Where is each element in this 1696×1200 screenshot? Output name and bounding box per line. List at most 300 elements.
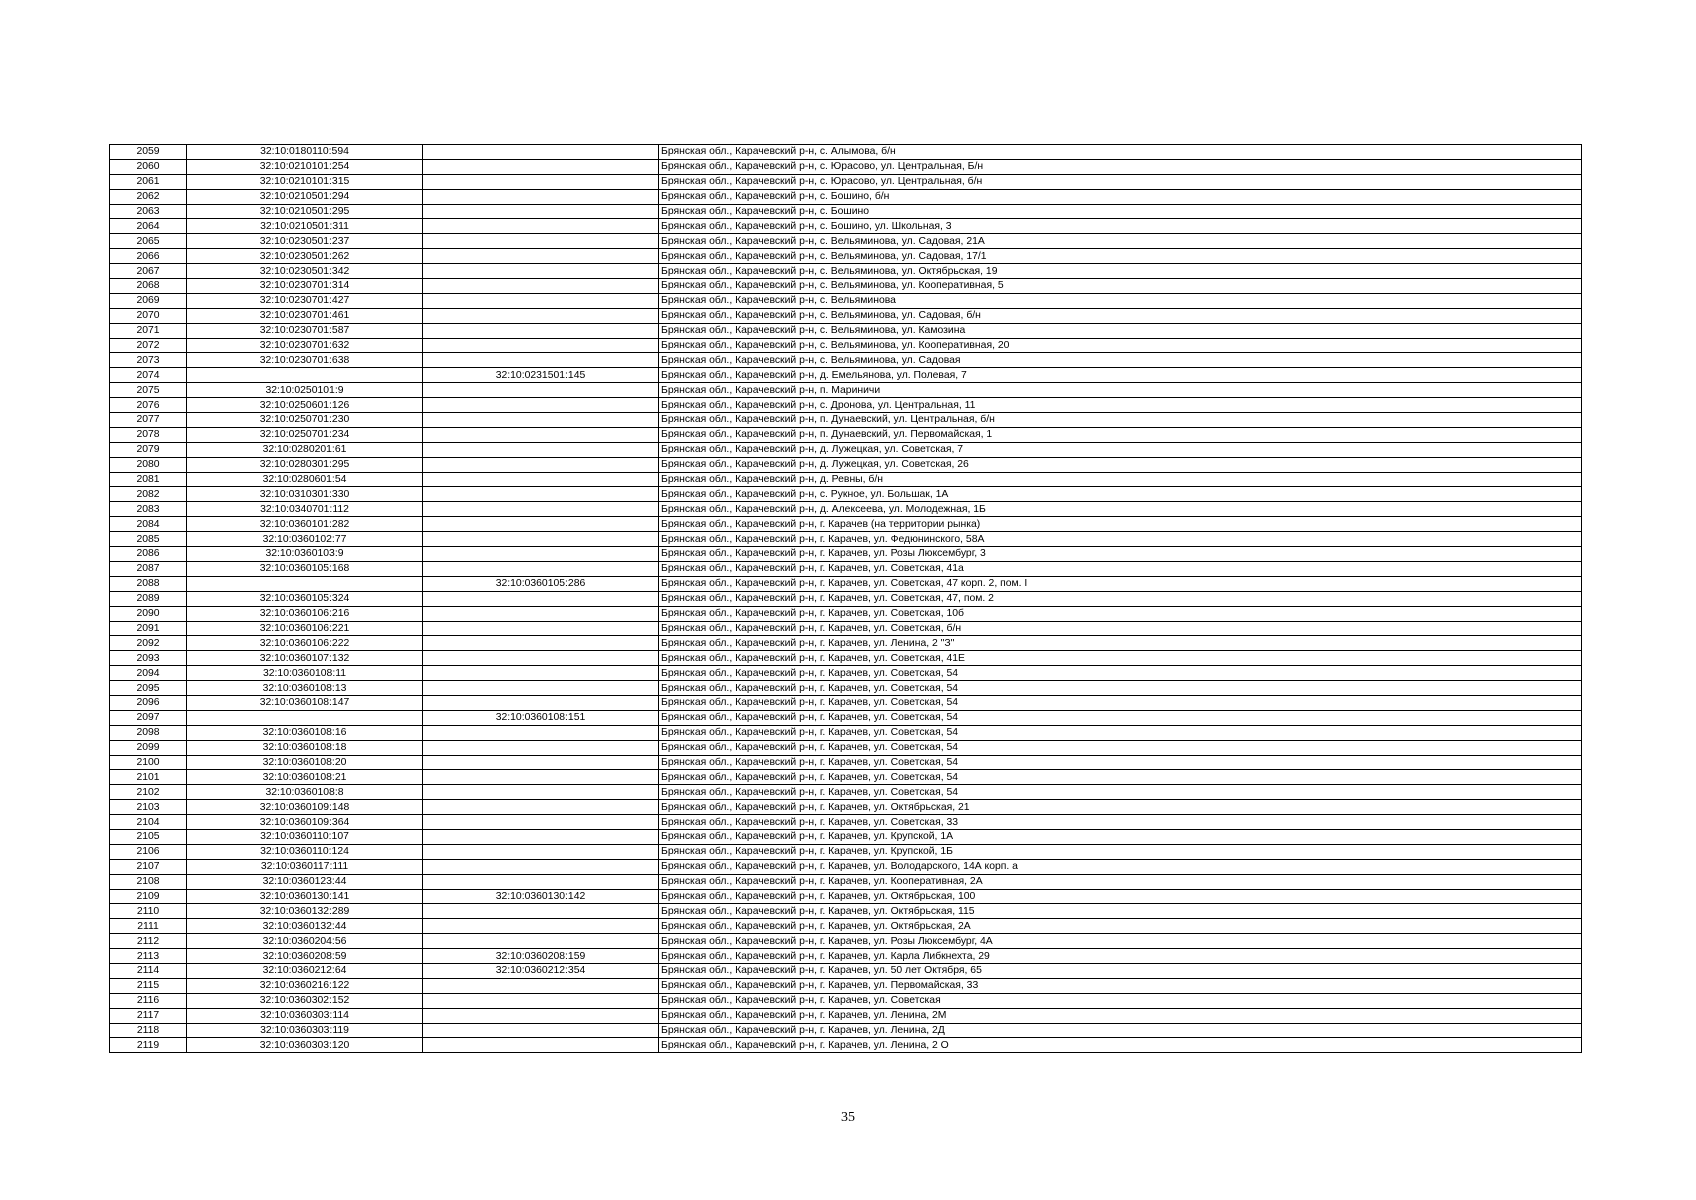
address-cell: Брянская обл., Карачевский р-н, г. Карачев, ул. Советская, 54 — [659, 770, 1582, 785]
table-row — [110, 353, 1582, 368]
address-cell: Брянская обл., Карачевский р-н, д. Емельянова, ул. Полевая, 7 — [659, 368, 1582, 383]
row-number-cell: 2110 — [110, 904, 187, 919]
row-number-cell: 2074 — [110, 368, 187, 383]
address-cell: Брянская обл., Карачевский р-н, с. Бошино, ул. Школьная, 3 — [659, 219, 1582, 234]
table-row — [110, 189, 1582, 204]
row-number-cell: 2092 — [110, 636, 187, 651]
row-number-cell: 2073 — [110, 353, 187, 368]
row-number-cell: 2059 — [110, 145, 187, 160]
row-number-cell: 2071 — [110, 323, 187, 338]
linked-cadastral-number-cell: 32:10:0360208:159 — [423, 949, 659, 964]
linked-cadastral-number-cell — [423, 919, 659, 934]
address-cell: Брянская обл., Карачевский р-н, г. Карачев, ул. Первомайская, 33 — [659, 978, 1582, 993]
address-cell: Брянская обл., Карачевский р-н, г. Карачев, ул. Октябрьская, 115 — [659, 904, 1582, 919]
linked-cadastral-number-cell — [423, 770, 659, 785]
table-row — [110, 949, 1582, 964]
table-row — [110, 547, 1582, 562]
address-cell: Брянская обл., Карачевский р-н, с. Дронова, ул. Центральная, 11 — [659, 398, 1582, 413]
row-number-cell: 2115 — [110, 978, 187, 993]
cadastral-number-cell: 32:10:0360108:20 — [187, 755, 423, 770]
linked-cadastral-number-cell — [423, 487, 659, 502]
cadastral-number-cell: 32:10:0230701:638 — [187, 353, 423, 368]
address-cell: Брянская обл., Карачевский р-н, с. Вельяминова, ул. Садовая, 21А — [659, 234, 1582, 249]
linked-cadastral-number-cell: 32:10:0231501:145 — [423, 368, 659, 383]
linked-cadastral-number-cell — [423, 606, 659, 621]
row-number-cell: 2104 — [110, 815, 187, 830]
linked-cadastral-number-cell — [423, 219, 659, 234]
cadastral-number-cell: 32:10:0360132:289 — [187, 904, 423, 919]
row-number-cell: 2091 — [110, 621, 187, 636]
table-row — [110, 204, 1582, 219]
table-row — [110, 844, 1582, 859]
address-cell: Брянская обл., Карачевский р-н, с. Вельяминова — [659, 293, 1582, 308]
cadastral-number-cell: 32:10:0230501:262 — [187, 249, 423, 264]
cadastral-number-cell: 32:10:0250101:9 — [187, 383, 423, 398]
row-number-cell: 2083 — [110, 502, 187, 517]
table-row — [110, 413, 1582, 428]
row-number-cell: 2080 — [110, 457, 187, 472]
address-cell: Брянская обл., Карачевский р-н, г. Карачев, ул. Ленина, 2М — [659, 1008, 1582, 1023]
linked-cadastral-number-cell — [423, 338, 659, 353]
row-number-cell: 2100 — [110, 755, 187, 770]
table-row — [110, 442, 1582, 457]
row-number-cell: 2097 — [110, 710, 187, 725]
table-row — [110, 978, 1582, 993]
cadastral-number-cell: 32:10:0360110:107 — [187, 829, 423, 844]
cadastral-number-cell: 32:10:0360108:18 — [187, 740, 423, 755]
address-cell: Брянская обл., Карачевский р-н, г. Карачев, ул. Советская, 54 — [659, 710, 1582, 725]
table-row — [110, 919, 1582, 934]
table-row — [110, 532, 1582, 547]
row-number-cell: 2067 — [110, 264, 187, 279]
linked-cadastral-number-cell — [423, 353, 659, 368]
address-cell: Брянская обл., Карачевский р-н, г. Карачев, ул. Ленина, 2 "З" — [659, 636, 1582, 651]
address-cell: Брянская обл., Карачевский р-н, г. Карачев, ул. Октябрьская, 21 — [659, 800, 1582, 815]
row-number-cell: 2090 — [110, 606, 187, 621]
cadastral-number-cell: 32:10:0360106:222 — [187, 636, 423, 651]
row-number-cell: 2066 — [110, 249, 187, 264]
cadastral-number-cell: 32:10:0360106:221 — [187, 621, 423, 636]
row-number-cell: 2106 — [110, 844, 187, 859]
cadastral-number-cell: 32:10:0250701:230 — [187, 413, 423, 428]
cadastral-number-cell: 32:10:0210501:311 — [187, 219, 423, 234]
linked-cadastral-number-cell — [423, 651, 659, 666]
cadastral-number-cell: 32:10:0360204:56 — [187, 934, 423, 949]
address-cell: Брянская обл., Карачевский р-н, г. Карачев, ул. Советская — [659, 993, 1582, 1008]
address-cell: Брянская обл., Карачевский р-н, с. Рукное, ул. Большак, 1А — [659, 487, 1582, 502]
cadastral-number-cell: 32:10:0280301:295 — [187, 457, 423, 472]
address-cell: Брянская обл., Карачевский р-н, г. Карачев, ул. Советская, 41Е — [659, 651, 1582, 666]
address-cell: Брянская обл., Карачевский р-н, д. Лужецкая, ул. Советская, 7 — [659, 442, 1582, 457]
row-number-cell: 2078 — [110, 427, 187, 442]
cadastral-number-cell: 32:10:0360106:216 — [187, 606, 423, 621]
address-cell: Брянская обл., Карачевский р-н, с. Юрасово, ул. Центральная, б/н — [659, 174, 1582, 189]
cadastral-number-cell: 32:10:0230701:314 — [187, 279, 423, 294]
table-row — [110, 740, 1582, 755]
table-row — [110, 427, 1582, 442]
linked-cadastral-number-cell — [423, 532, 659, 547]
linked-cadastral-number-cell — [423, 591, 659, 606]
table-row — [110, 681, 1582, 696]
table-row — [110, 934, 1582, 949]
cadastral-number-cell: 32:10:0360108:16 — [187, 725, 423, 740]
address-cell: Брянская обл., Карачевский р-н, с. Вельяминова, ул. Кооперативная, 20 — [659, 338, 1582, 353]
linked-cadastral-number-cell — [423, 264, 659, 279]
cadastral-number-cell: 32:10:0360108:21 — [187, 770, 423, 785]
linked-cadastral-number-cell — [423, 442, 659, 457]
linked-cadastral-number-cell: 32:10:0360212:354 — [423, 963, 659, 978]
table-row — [110, 636, 1582, 651]
linked-cadastral-number-cell — [423, 740, 659, 755]
linked-cadastral-number-cell — [423, 323, 659, 338]
linked-cadastral-number-cell — [423, 815, 659, 830]
table-row — [110, 859, 1582, 874]
table-row — [110, 517, 1582, 532]
row-number-cell: 2094 — [110, 666, 187, 681]
cadastral-number-cell — [187, 368, 423, 383]
cadastral-number-cell: 32:10:0360108:8 — [187, 785, 423, 800]
table-row — [110, 770, 1582, 785]
linked-cadastral-number-cell — [423, 413, 659, 428]
table-row — [110, 874, 1582, 889]
address-cell: Брянская обл., Карачевский р-н, г. Карачев, ул. Ленина, 2 О — [659, 1038, 1582, 1053]
address-cell: Брянская обл., Карачевский р-н, п. Мариничи — [659, 383, 1582, 398]
table-row — [110, 293, 1582, 308]
address-cell: Брянская обл., Карачевский р-н, г. Карачев, ул. Федюнинского, 58А — [659, 532, 1582, 547]
cadastral-number-cell: 32:10:0360303:119 — [187, 1023, 423, 1038]
linked-cadastral-number-cell — [423, 666, 659, 681]
linked-cadastral-number-cell — [423, 636, 659, 651]
row-number-cell: 2082 — [110, 487, 187, 502]
table-row — [110, 889, 1582, 904]
table-row — [110, 963, 1582, 978]
row-number-cell: 2108 — [110, 874, 187, 889]
linked-cadastral-number-cell — [423, 621, 659, 636]
table-row — [110, 323, 1582, 338]
table-row — [110, 249, 1582, 264]
address-cell: Брянская обл., Карачевский р-н, с. Бошино — [659, 204, 1582, 219]
cadastral-number-cell: 32:10:0250601:126 — [187, 398, 423, 413]
address-cell: Брянская обл., Карачевский р-н, г. Карачев, ул. Советская, 10б — [659, 606, 1582, 621]
table-row — [110, 621, 1582, 636]
linked-cadastral-number-cell — [423, 785, 659, 800]
address-cell: Брянская обл., Карачевский р-н, с. Вельяминова, ул. Камозина — [659, 323, 1582, 338]
address-cell: Брянская обл., Карачевский р-н, г. Карачев, ул. Карла Либкнехта, 29 — [659, 949, 1582, 964]
cadastral-number-cell: 32:10:0360212:64 — [187, 963, 423, 978]
page-number: 35 — [841, 1110, 855, 1125]
cadastral-number-cell: 32:10:0360108:11 — [187, 666, 423, 681]
cadastral-number-cell: 32:10:0280601:54 — [187, 472, 423, 487]
linked-cadastral-number-cell — [423, 279, 659, 294]
row-number-cell: 2098 — [110, 725, 187, 740]
linked-cadastral-number-cell — [423, 934, 659, 949]
table-row — [110, 755, 1582, 770]
row-number-cell: 2065 — [110, 234, 187, 249]
cadastral-number-cell: 32:10:0360110:124 — [187, 844, 423, 859]
row-number-cell: 2103 — [110, 800, 187, 815]
cadastral-number-cell: 32:10:0360101:282 — [187, 517, 423, 532]
linked-cadastral-number-cell — [423, 755, 659, 770]
address-cell: Брянская обл., Карачевский р-н, г. Карачев, ул. Советская, 54 — [659, 681, 1582, 696]
address-cell: Брянская обл., Карачевский р-н, г. Карачев, ул. Кооперативная, 2А — [659, 874, 1582, 889]
row-number-cell: 2116 — [110, 993, 187, 1008]
row-number-cell: 2113 — [110, 949, 187, 964]
row-number-cell: 2081 — [110, 472, 187, 487]
cadastral-number-cell: 32:10:0360303:114 — [187, 1008, 423, 1023]
address-cell: Брянская обл., Карачевский р-н, г. Карачев, ул. Советская, 54 — [659, 740, 1582, 755]
linked-cadastral-number-cell: 32:10:0360108:151 — [423, 710, 659, 725]
table-row — [110, 234, 1582, 249]
registry-table-body — [110, 145, 1582, 1053]
linked-cadastral-number-cell — [423, 204, 659, 219]
table-row — [110, 695, 1582, 710]
address-cell: Брянская обл., Карачевский р-н, с. Вельяминова, ул. Кооперативная, 5 — [659, 279, 1582, 294]
cadastral-number-cell: 32:10:0210501:295 — [187, 204, 423, 219]
cadastral-number-cell: 32:10:0230501:237 — [187, 234, 423, 249]
address-cell: Брянская обл., Карачевский р-н, г. Карачев, ул. Октябрьская, 100 — [659, 889, 1582, 904]
row-number-cell: 2093 — [110, 651, 187, 666]
address-cell: Брянская обл., Карачевский р-н, г. Карачев, ул. Советская, б/н — [659, 621, 1582, 636]
linked-cadastral-number-cell — [423, 561, 659, 576]
address-cell: Брянская обл., Карачевский р-н, с. Вельяминова, ул. Октябрьская, 19 — [659, 264, 1582, 279]
address-cell: Брянская обл., Карачевский р-н, г. Карачев, ул. Крупской, 1А — [659, 829, 1582, 844]
cadastral-number-cell: 32:10:0360302:152 — [187, 993, 423, 1008]
address-cell: Брянская обл., Карачевский р-н, д. Алексеева, ул. Молодежная, 1Б — [659, 502, 1582, 517]
cadastral-number-cell: 32:10:0360109:364 — [187, 815, 423, 830]
address-cell: Брянская обл., Карачевский р-н, с. Вельяминова, ул. Садовая, б/н — [659, 308, 1582, 323]
row-number-cell: 2086 — [110, 547, 187, 562]
linked-cadastral-number-cell — [423, 844, 659, 859]
table-row — [110, 815, 1582, 830]
cadastral-number-cell: 32:10:0360130:141 — [187, 889, 423, 904]
address-cell: Брянская обл., Карачевский р-н, с. Алымова, б/н — [659, 145, 1582, 160]
cadastral-number-cell: 32:10:0360208:59 — [187, 949, 423, 964]
address-cell: Брянская обл., Карачевский р-н, г. Карачев, ул. Советская, 33 — [659, 815, 1582, 830]
address-cell: Брянская обл., Карачевский р-н, д. Ревны, б/н — [659, 472, 1582, 487]
address-cell: Брянская обл., Карачевский р-н, г. Карачев, ул. Советская, 54 — [659, 666, 1582, 681]
linked-cadastral-number-cell — [423, 978, 659, 993]
address-cell: Брянская обл., Карачевский р-н, г. Карачев, ул. Советская, 54 — [659, 695, 1582, 710]
cadastral-number-cell: 32:10:0210501:294 — [187, 189, 423, 204]
row-number-cell: 2070 — [110, 308, 187, 323]
linked-cadastral-number-cell — [423, 249, 659, 264]
table-row — [110, 651, 1582, 666]
cadastral-number-cell: 32:10:0230701:587 — [187, 323, 423, 338]
cadastral-number-cell: 32:10:0360108:147 — [187, 695, 423, 710]
address-cell: Брянская обл., Карачевский р-н, г. Карачев, ул. Советская, 47 корп. 2, пом. I — [659, 576, 1582, 591]
address-cell: Брянская обл., Карачевский р-н, г. Карачев, ул. Крупской, 1Б — [659, 844, 1582, 859]
table-row — [110, 666, 1582, 681]
row-number-cell: 2069 — [110, 293, 187, 308]
row-number-cell: 2118 — [110, 1023, 187, 1038]
cadastral-number-cell: 32:10:0360303:120 — [187, 1038, 423, 1053]
cadastral-number-cell: 32:10:0360109:148 — [187, 800, 423, 815]
cadastral-number-cell: 32:10:0360108:13 — [187, 681, 423, 696]
row-number-cell: 2085 — [110, 532, 187, 547]
cadastral-number-cell: 32:10:0360107:132 — [187, 651, 423, 666]
cadastral-number-cell: 32:10:0230701:461 — [187, 308, 423, 323]
linked-cadastral-number-cell — [423, 502, 659, 517]
cadastral-number-cell: 32:10:0230701:632 — [187, 338, 423, 353]
address-cell: Брянская обл., Карачевский р-н, г. Карачев, ул. Розы Люксембург, 3 — [659, 547, 1582, 562]
table-row — [110, 457, 1582, 472]
cadastral-number-cell — [187, 576, 423, 591]
row-number-cell: 2060 — [110, 159, 187, 174]
linked-cadastral-number-cell: 32:10:0360105:286 — [423, 576, 659, 591]
table-row — [110, 338, 1582, 353]
linked-cadastral-number-cell — [423, 1038, 659, 1053]
table-row — [110, 1038, 1582, 1053]
address-cell: Брянская обл., Карачевский р-н, г. Карачев (на территории рынка) — [659, 517, 1582, 532]
address-cell: Брянская обл., Карачевский р-н, г. Карачев, ул. 50 лет Октября, 65 — [659, 963, 1582, 978]
linked-cadastral-number-cell — [423, 993, 659, 1008]
table-row — [110, 279, 1582, 294]
row-number-cell: 2068 — [110, 279, 187, 294]
address-cell: Брянская обл., Карачевский р-н, п. Дунаевский, ул. Первомайская, 1 — [659, 427, 1582, 442]
linked-cadastral-number-cell — [423, 308, 659, 323]
address-cell: Брянская обл., Карачевский р-н, д. Лужецкая, ул. Советская, 26 — [659, 457, 1582, 472]
linked-cadastral-number-cell — [423, 457, 659, 472]
linked-cadastral-number-cell — [423, 159, 659, 174]
row-number-cell: 2062 — [110, 189, 187, 204]
table-row — [110, 145, 1582, 160]
table-row — [110, 904, 1582, 919]
linked-cadastral-number-cell — [423, 517, 659, 532]
cadastral-number-cell: 32:10:0230501:342 — [187, 264, 423, 279]
address-cell: Брянская обл., Карачевский р-н, г. Карачев, ул. Советская, 54 — [659, 785, 1582, 800]
cadastral-number-cell: 32:10:0360105:324 — [187, 591, 423, 606]
row-number-cell: 2099 — [110, 740, 187, 755]
cadastral-number-cell: 32:10:0360103:9 — [187, 547, 423, 562]
cadastral-number-cell: 32:10:0180110:594 — [187, 145, 423, 160]
linked-cadastral-number-cell: 32:10:0360130:142 — [423, 889, 659, 904]
cadastral-number-cell — [187, 710, 423, 725]
linked-cadastral-number-cell — [423, 145, 659, 160]
row-number-cell: 2119 — [110, 1038, 187, 1053]
row-number-cell: 2063 — [110, 204, 187, 219]
table-row — [110, 502, 1582, 517]
row-number-cell: 2079 — [110, 442, 187, 457]
row-number-cell: 2112 — [110, 934, 187, 949]
cadastral-number-cell: 32:10:0230701:427 — [187, 293, 423, 308]
linked-cadastral-number-cell — [423, 472, 659, 487]
cadastral-number-cell: 32:10:0250701:234 — [187, 427, 423, 442]
table-row — [110, 576, 1582, 591]
cadastral-number-cell: 32:10:0210101:254 — [187, 159, 423, 174]
row-number-cell: 2114 — [110, 963, 187, 978]
table-row — [110, 725, 1582, 740]
linked-cadastral-number-cell — [423, 189, 659, 204]
table-row — [110, 264, 1582, 279]
address-cell: Брянская обл., Карачевский р-н, г. Карачев, ул. Советская, 54 — [659, 725, 1582, 740]
row-number-cell: 2077 — [110, 413, 187, 428]
linked-cadastral-number-cell — [423, 904, 659, 919]
address-cell: Брянская обл., Карачевский р-н, с. Вельяминова, ул. Садовая, 17/1 — [659, 249, 1582, 264]
table-row — [110, 308, 1582, 323]
cadastral-number-cell: 32:10:0280201:61 — [187, 442, 423, 457]
table-row — [110, 398, 1582, 413]
cadastral-number-cell: 32:10:0310301:330 — [187, 487, 423, 502]
linked-cadastral-number-cell — [423, 383, 659, 398]
cadastral-number-cell: 32:10:0360216:122 — [187, 978, 423, 993]
table-row — [110, 472, 1582, 487]
address-cell: Брянская обл., Карачевский р-н, с. Юрасово, ул. Центральная, Б/н — [659, 159, 1582, 174]
cadastral-number-cell: 32:10:0210101:315 — [187, 174, 423, 189]
linked-cadastral-number-cell — [423, 1008, 659, 1023]
address-cell: Брянская обл., Карачевский р-н, г. Карачев, ул. Октябрьская, 2А — [659, 919, 1582, 934]
table-row — [110, 1008, 1582, 1023]
table-row — [110, 368, 1582, 383]
linked-cadastral-number-cell — [423, 859, 659, 874]
row-number-cell: 2111 — [110, 919, 187, 934]
cadastral-number-cell: 32:10:0360132:44 — [187, 919, 423, 934]
table-row — [110, 710, 1582, 725]
row-number-cell: 2087 — [110, 561, 187, 576]
row-number-cell: 2109 — [110, 889, 187, 904]
row-number-cell: 2061 — [110, 174, 187, 189]
row-number-cell: 2102 — [110, 785, 187, 800]
linked-cadastral-number-cell — [423, 800, 659, 815]
row-number-cell: 2084 — [110, 517, 187, 532]
table-row — [110, 383, 1582, 398]
linked-cadastral-number-cell — [423, 725, 659, 740]
linked-cadastral-number-cell — [423, 293, 659, 308]
row-number-cell: 2107 — [110, 859, 187, 874]
row-number-cell: 2075 — [110, 383, 187, 398]
table-row — [110, 800, 1582, 815]
table-row — [110, 159, 1582, 174]
linked-cadastral-number-cell — [423, 695, 659, 710]
linked-cadastral-number-cell — [423, 874, 659, 889]
registry-table — [109, 144, 1582, 1053]
address-cell: Брянская обл., Карачевский р-н, с. Бошино, б/н — [659, 189, 1582, 204]
address-cell: Брянская обл., Карачевский р-н, г. Карачев, ул. Советская, 41а — [659, 561, 1582, 576]
address-cell: Брянская обл., Карачевский р-н, г. Карачев, ул. Советская, 54 — [659, 755, 1582, 770]
row-number-cell: 2072 — [110, 338, 187, 353]
table-row — [110, 785, 1582, 800]
linked-cadastral-number-cell — [423, 681, 659, 696]
linked-cadastral-number-cell — [423, 547, 659, 562]
table-row — [110, 174, 1582, 189]
row-number-cell: 2076 — [110, 398, 187, 413]
table-row — [110, 606, 1582, 621]
table-row — [110, 1023, 1582, 1038]
linked-cadastral-number-cell — [423, 427, 659, 442]
table-row — [110, 829, 1582, 844]
table-row — [110, 561, 1582, 576]
table-row — [110, 487, 1582, 502]
linked-cadastral-number-cell — [423, 398, 659, 413]
row-number-cell: 2089 — [110, 591, 187, 606]
row-number-cell: 2095 — [110, 681, 187, 696]
address-cell: Брянская обл., Карачевский р-н, г. Карачев, ул. Володарского, 14А корп. а — [659, 859, 1582, 874]
row-number-cell: 2101 — [110, 770, 187, 785]
table-row — [110, 591, 1582, 606]
row-number-cell: 2096 — [110, 695, 187, 710]
cadastral-number-cell: 32:10:0360123:44 — [187, 874, 423, 889]
address-cell: Брянская обл., Карачевский р-н, г. Карачев, ул. Розы Люксембург, 4А — [659, 934, 1582, 949]
address-cell: Брянская обл., Карачевский р-н, г. Карачев, ул. Ленина, 2Д — [659, 1023, 1582, 1038]
cadastral-number-cell: 32:10:0360105:168 — [187, 561, 423, 576]
row-number-cell: 2117 — [110, 1008, 187, 1023]
row-number-cell: 2064 — [110, 219, 187, 234]
linked-cadastral-number-cell — [423, 829, 659, 844]
row-number-cell: 2105 — [110, 829, 187, 844]
linked-cadastral-number-cell — [423, 1023, 659, 1038]
address-cell: Брянская обл., Карачевский р-н, г. Карачев, ул. Советская, 47, пом. 2 — [659, 591, 1582, 606]
table-row — [110, 993, 1582, 1008]
address-cell: Брянская обл., Карачевский р-н, с. Вельяминова, ул. Садовая — [659, 353, 1582, 368]
